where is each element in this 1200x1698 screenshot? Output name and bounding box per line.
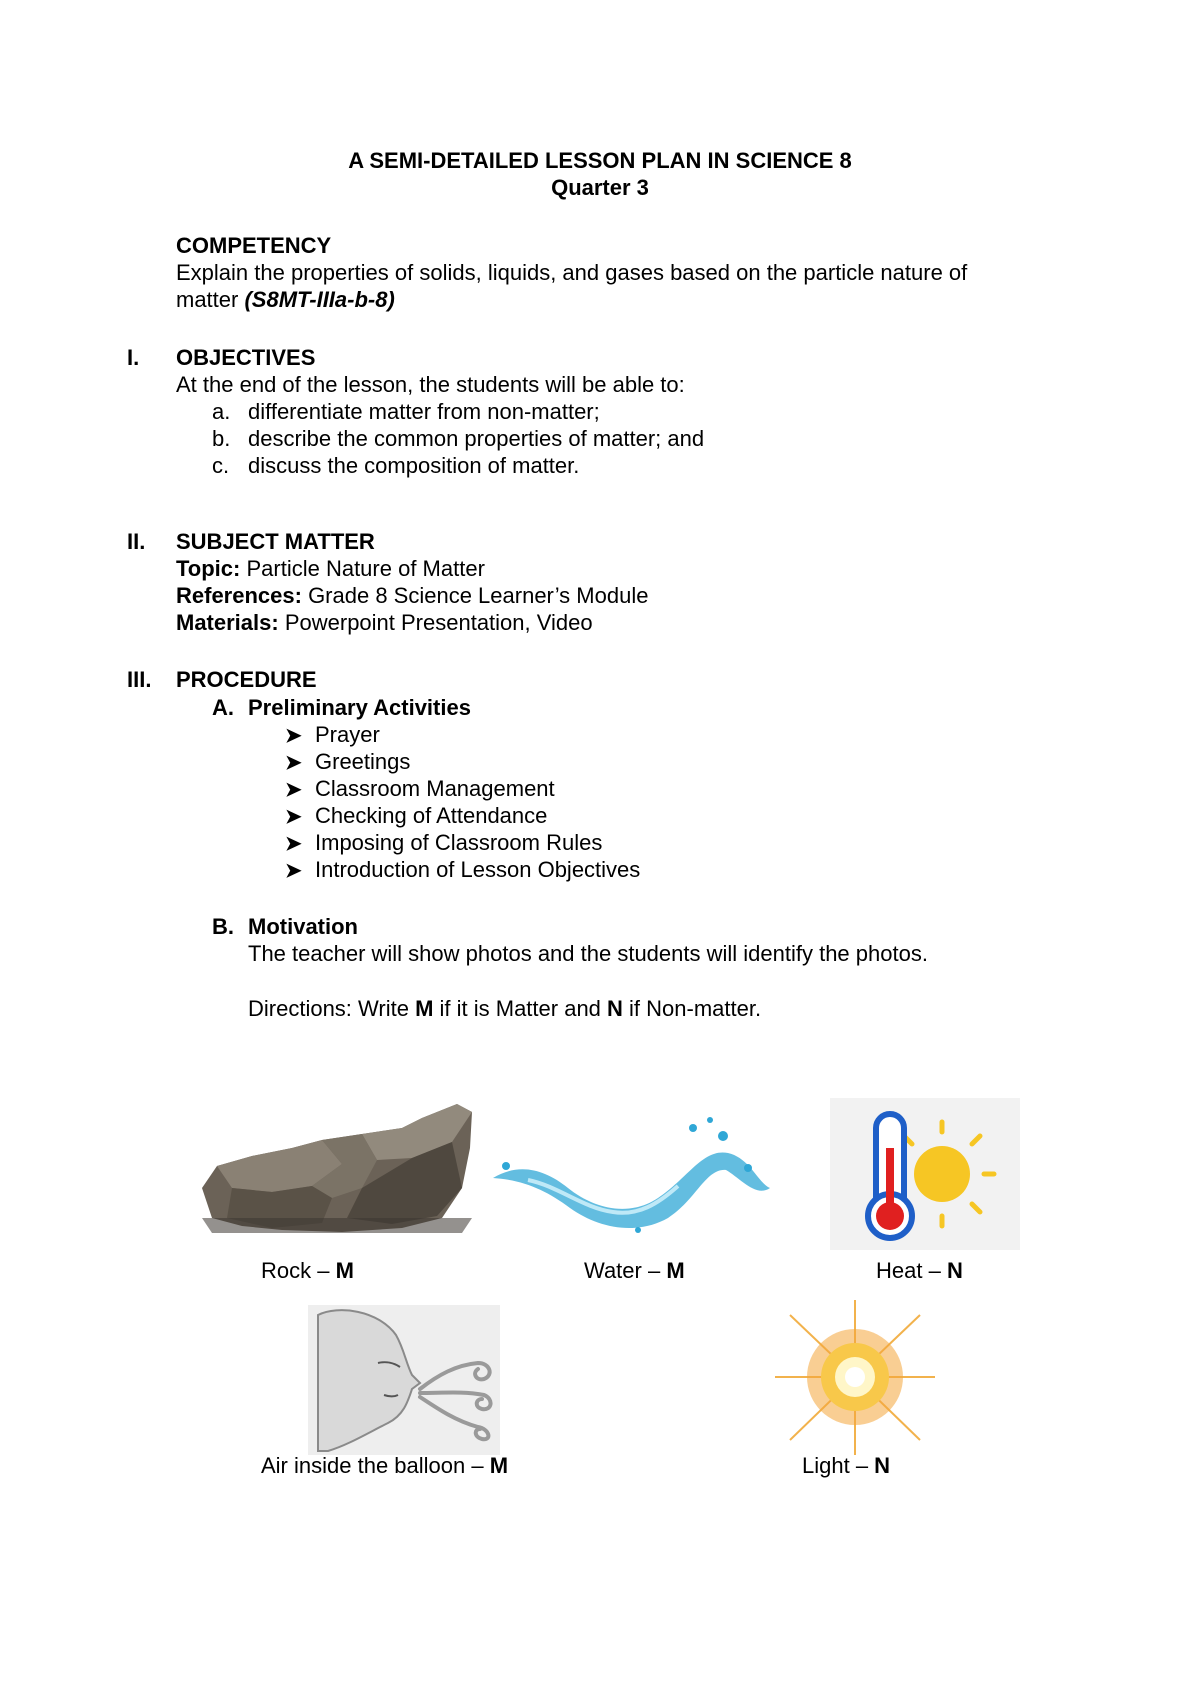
objectives-heading: OBJECTIVES: [176, 345, 316, 370]
subsection-marker: A.: [212, 695, 234, 720]
activity-list-item: [285, 775, 555, 804]
activity-list-item: [285, 802, 547, 831]
photo-answer: N: [874, 1453, 891, 1478]
blowing-face-image: [308, 1305, 500, 1455]
competency-code: (S8MT-IIIa-b-8): [244, 287, 395, 312]
arrow-bullet-icon: ➤: [285, 725, 302, 747]
photo-answer: M: [489, 1453, 509, 1478]
page-subtitle: Quarter 3: [551, 175, 649, 200]
photo-caption-heat: [876, 1257, 963, 1285]
arrow-bullet-icon: ➤: [285, 806, 302, 828]
water-splash-image: [488, 1108, 778, 1238]
arrow-bullet-icon: ➤: [285, 779, 302, 801]
photo-caption-water: [584, 1257, 685, 1285]
directions-text: if it is Matter and: [433, 996, 608, 1021]
references-value: Grade 8 Science Learner’s Module: [301, 583, 649, 608]
activity-label: Greetings: [315, 749, 411, 774]
topic-label: Topic:: [176, 556, 241, 581]
references-label: References:: [176, 583, 302, 608]
arrow-bullet-icon: ➤: [285, 752, 302, 774]
activity-label: Introduction of Lesson Objectives: [315, 857, 641, 882]
photo-answer: M: [335, 1258, 354, 1283]
objectives-intro: At the end of the lesson, the students will be able to:: [176, 372, 685, 397]
objective-marker: b.: [212, 426, 231, 451]
directions-line: [248, 995, 761, 1023]
objective-item: differentiate matter from non-matter;: [248, 399, 600, 424]
materials-label: Materials:: [176, 610, 279, 635]
photo-caption-light: [802, 1452, 890, 1480]
references-line: [176, 582, 648, 610]
objective-item: discuss the composition of matter.: [248, 453, 580, 478]
motivation-heading: Motivation: [248, 914, 358, 939]
activity-list-item: [285, 748, 410, 777]
photo-answer: M: [666, 1258, 685, 1283]
preliminary-activities-heading: Preliminary Activities: [248, 695, 471, 720]
competency-text: matter: [176, 287, 245, 312]
section-numeral: I.: [127, 345, 140, 370]
activity-list-item: [285, 829, 602, 858]
procedure-heading: PROCEDURE: [176, 667, 317, 692]
photo-caption-rock: [261, 1257, 354, 1285]
directions-nonmatter-letter: N: [607, 996, 623, 1021]
activity-label: Checking of Attendance: [315, 803, 548, 828]
objective-item: describe the common properties of matter; and: [248, 426, 705, 451]
rock-image: [172, 1068, 492, 1244]
arrow-bullet-icon: ➤: [285, 860, 302, 882]
photo-label: Water –: [584, 1258, 667, 1283]
directions-text: if Non-matter.: [622, 996, 762, 1021]
arrow-bullet-icon: ➤: [285, 833, 302, 855]
activity-list-item: [285, 856, 640, 885]
subsection-marker: B.: [212, 914, 234, 939]
activity-label: Imposing of Classroom Rules: [315, 830, 603, 855]
objective-marker: a.: [212, 399, 231, 424]
photo-label: Heat –: [876, 1258, 947, 1283]
motivation-text: The teacher will show photos and the students will identify the photos.: [248, 941, 928, 966]
light-burst-image: [770, 1295, 940, 1460]
section-numeral: II.: [127, 529, 146, 554]
photo-caption-air: [261, 1452, 508, 1480]
activity-list-item: [285, 721, 380, 750]
objective-marker: c.: [212, 453, 230, 478]
activity-label: Prayer: [315, 722, 380, 747]
materials-value: Powerpoint Presentation, Video: [278, 610, 593, 635]
thermometer-sun-image: [830, 1098, 1020, 1250]
subject-matter-heading: SUBJECT MATTER: [176, 529, 375, 554]
competency-heading: COMPETENCY: [176, 233, 332, 258]
directions-text: Directions: Write: [248, 996, 416, 1021]
photo-label: Light –: [802, 1453, 875, 1478]
directions-matter-letter: M: [415, 996, 434, 1021]
page-title: A SEMI-DETAILED LESSON PLAN IN SCIENCE 8: [348, 148, 852, 173]
topic-line: [176, 555, 485, 583]
activity-label: Classroom Management: [315, 776, 555, 801]
photo-label: Air inside the balloon –: [261, 1453, 490, 1478]
photo-label: Rock –: [261, 1258, 336, 1283]
competency-text-line2: [176, 286, 395, 314]
section-numeral: III.: [127, 667, 152, 692]
photo-answer: N: [946, 1258, 963, 1283]
topic-value: Particle Nature of Matter: [240, 556, 485, 581]
materials-line: [176, 609, 593, 637]
competency-text-line1: Explain the properties of solids, liquids, and gases based on the particle nature of: [176, 260, 968, 285]
